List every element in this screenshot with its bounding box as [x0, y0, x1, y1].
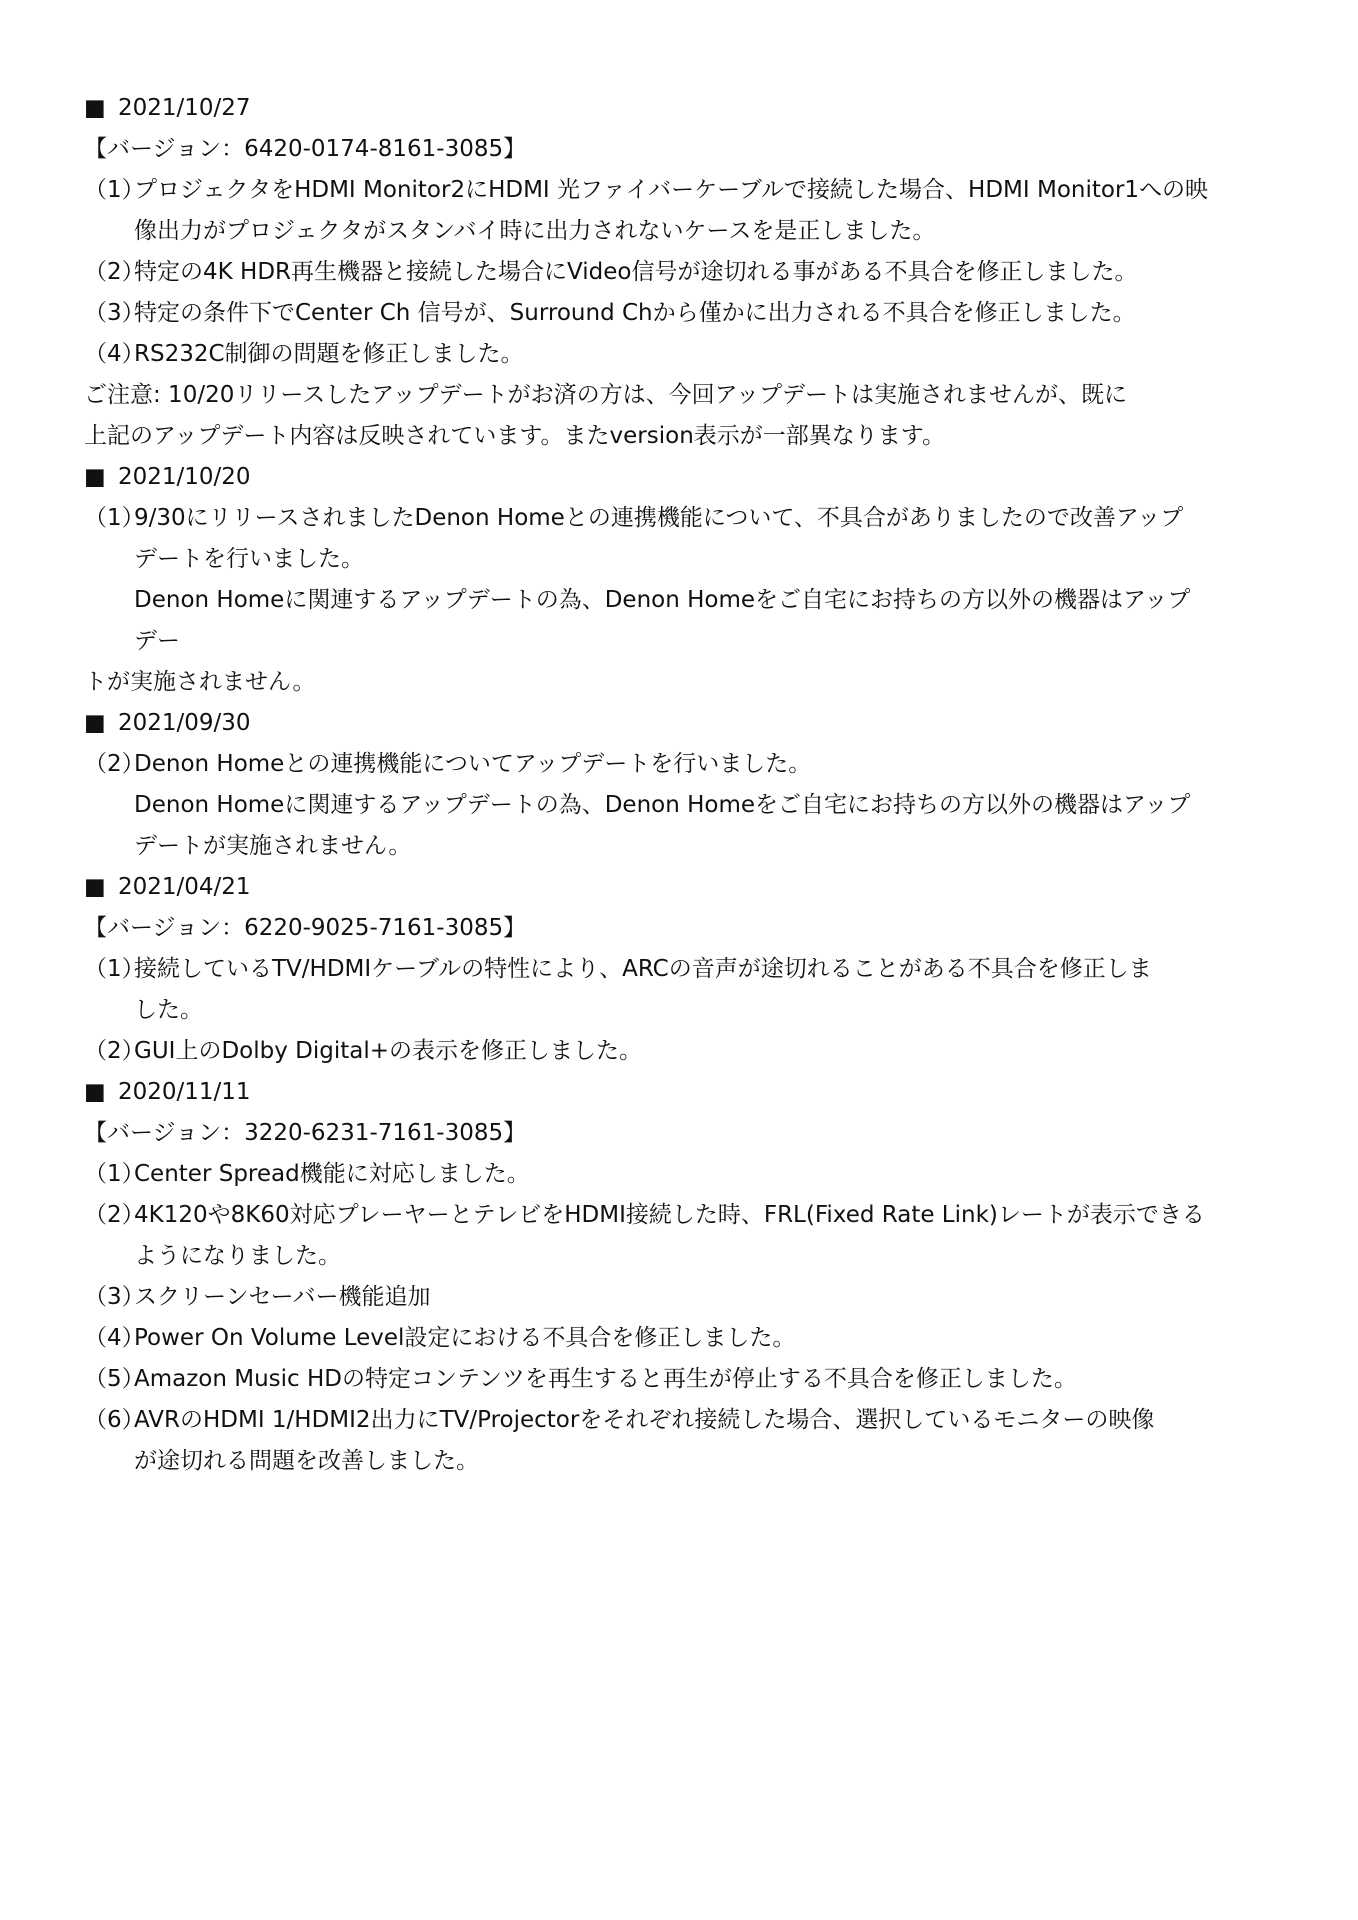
change-list-item [84, 1359, 1284, 1400]
square-bullet-icon: ■ [84, 1079, 106, 1105]
item-text-line: Amazon Music HDの特定コンテンツを再生すると再生が停止する不具合を修正しました。 [134, 1366, 1077, 1392]
firmware-version: 【バージョン：6220-9025-7161-3085】 [84, 915, 527, 941]
item-number: （6） [84, 1407, 145, 1433]
item-text-line: Center Spread機能に対応しました。 [134, 1161, 530, 1187]
change-list-item [84, 252, 1284, 293]
item-number: （2） [84, 1202, 145, 1228]
item-text-line: プロジェクタをHDMI Monitor2にHDMI 光ファイバーケーブルで接続した場合、HDMI Monitor1への映 [134, 177, 1209, 203]
item-number: （3） [84, 300, 145, 326]
firmware-version: 【バージョン：3220-6231-7161-3085】 [84, 1120, 527, 1146]
update-date-heading [84, 703, 1284, 744]
item-number: （2） [84, 751, 145, 777]
item-number: （2） [84, 1038, 145, 1064]
item-number: （4） [84, 341, 145, 367]
change-list-item [84, 170, 1284, 252]
item-number: （1） [84, 177, 145, 203]
item-text-line: ようになりました。 [134, 1243, 341, 1269]
update-date-heading [84, 867, 1284, 908]
change-list-item [84, 1277, 1284, 1318]
item-text-line: 像出力がプロジェクタがスタンバイ時に出力されないケースを是正しました。 [134, 218, 936, 244]
item-text-line: 4K120や8K60対応プレーヤーとテレビをHDMI接続した時、FRL(Fixed Rate Link)レートが表示できる [134, 1202, 1205, 1228]
change-list-item [84, 1154, 1284, 1195]
update-date-heading [84, 88, 1284, 129]
firmware-version: 【バージョン：6420-0174-8161-3085】 [84, 136, 527, 162]
item-number: （1） [84, 956, 145, 982]
item-text-line: デー [134, 628, 180, 654]
change-list-item [84, 949, 1284, 1031]
item-number: （1） [84, 1161, 145, 1187]
update-date: 2021/04/21 [118, 874, 251, 900]
update-date: 2021/10/27 [118, 95, 251, 121]
change-list-item [84, 498, 1284, 662]
note-text: トが実施されません。 [84, 669, 316, 695]
item-text-line: した。 [134, 997, 203, 1023]
item-text-line: デートを行いました。 [134, 546, 364, 572]
square-bullet-icon: ■ [84, 95, 106, 121]
item-text-line: 特定の4K HDR再生機器と接続した場合にVideo信号が途切れる事がある不具合を修正しました。 [134, 259, 1138, 285]
item-text-line: Power On Volume Level設定における不具合を修正しました。 [134, 1325, 796, 1351]
square-bullet-icon: ■ [84, 874, 106, 900]
change-list-item [84, 293, 1284, 334]
update-date-heading [84, 457, 1284, 498]
item-number: （4） [84, 1325, 145, 1351]
change-list-item [84, 1318, 1284, 1359]
item-text-line: Denon Homeに関連するアップデートの為、Denon Homeをご自宅にお持ちの方以外の機器はアップ [134, 792, 1191, 818]
item-number: （5） [84, 1366, 145, 1392]
item-number: （1） [84, 505, 145, 531]
update-date-heading [84, 1072, 1284, 1113]
item-text-line: 9/30にリリースされましたDenon Homeとの連携機能について、不具合がありましたので改善アップ [134, 505, 1184, 531]
release-notes-document [84, 88, 1284, 1482]
item-text-line: デートが実施されません。 [134, 833, 412, 859]
update-date: 2020/11/11 [118, 1079, 251, 1105]
note-text: ご注意: 10/20リリースしたアップデートがお済の方は、今回アップデートは実施されませんが、既に [84, 382, 1127, 408]
change-list-item [84, 1195, 1284, 1277]
item-text-line: が途切れる問題を改善しました。 [134, 1448, 479, 1474]
item-text-line: 接続しているTV/HDMIケーブルの特性により、ARCの音声が途切れることがある不具合を修正しま [134, 956, 1152, 982]
item-text-line: Denon Homeとの連携機能についてアップデートを行いました。 [134, 751, 812, 777]
change-list-item [84, 744, 1284, 867]
square-bullet-icon: ■ [84, 464, 106, 490]
item-text-line: RS232C制御の問題を修正しました。 [134, 341, 524, 367]
item-text-line: GUI上のDolby Digital+の表示を修正しました。 [134, 1038, 642, 1064]
note-text: 上記のアップデート内容は反映されています。またversion表示が一部異なります。 [84, 423, 945, 449]
item-text-line: AVRのHDMI 1/HDMI2出力にTV/Projectorをそれぞれ接続した場合、選択しているモニターの映像 [134, 1407, 1155, 1433]
item-number: （3） [84, 1284, 145, 1310]
change-list-item [84, 1031, 1284, 1072]
update-date: 2021/09/30 [118, 710, 251, 736]
item-number: （2） [84, 259, 145, 285]
change-list-item [84, 334, 1284, 375]
item-text-line: 特定の条件下でCenter Ch 信号が、Surround Chから僅かに出力される不具合を修正しました。 [134, 300, 1136, 326]
update-date: 2021/10/20 [118, 464, 251, 490]
square-bullet-icon: ■ [84, 710, 106, 736]
change-list-item [84, 1400, 1284, 1482]
item-text-line: Denon Homeに関連するアップデートの為、Denon Homeをご自宅にお持ちの方以外の機器はアップ [134, 587, 1191, 613]
item-text-line: スクリーンセーバー機能追加 [134, 1284, 431, 1310]
